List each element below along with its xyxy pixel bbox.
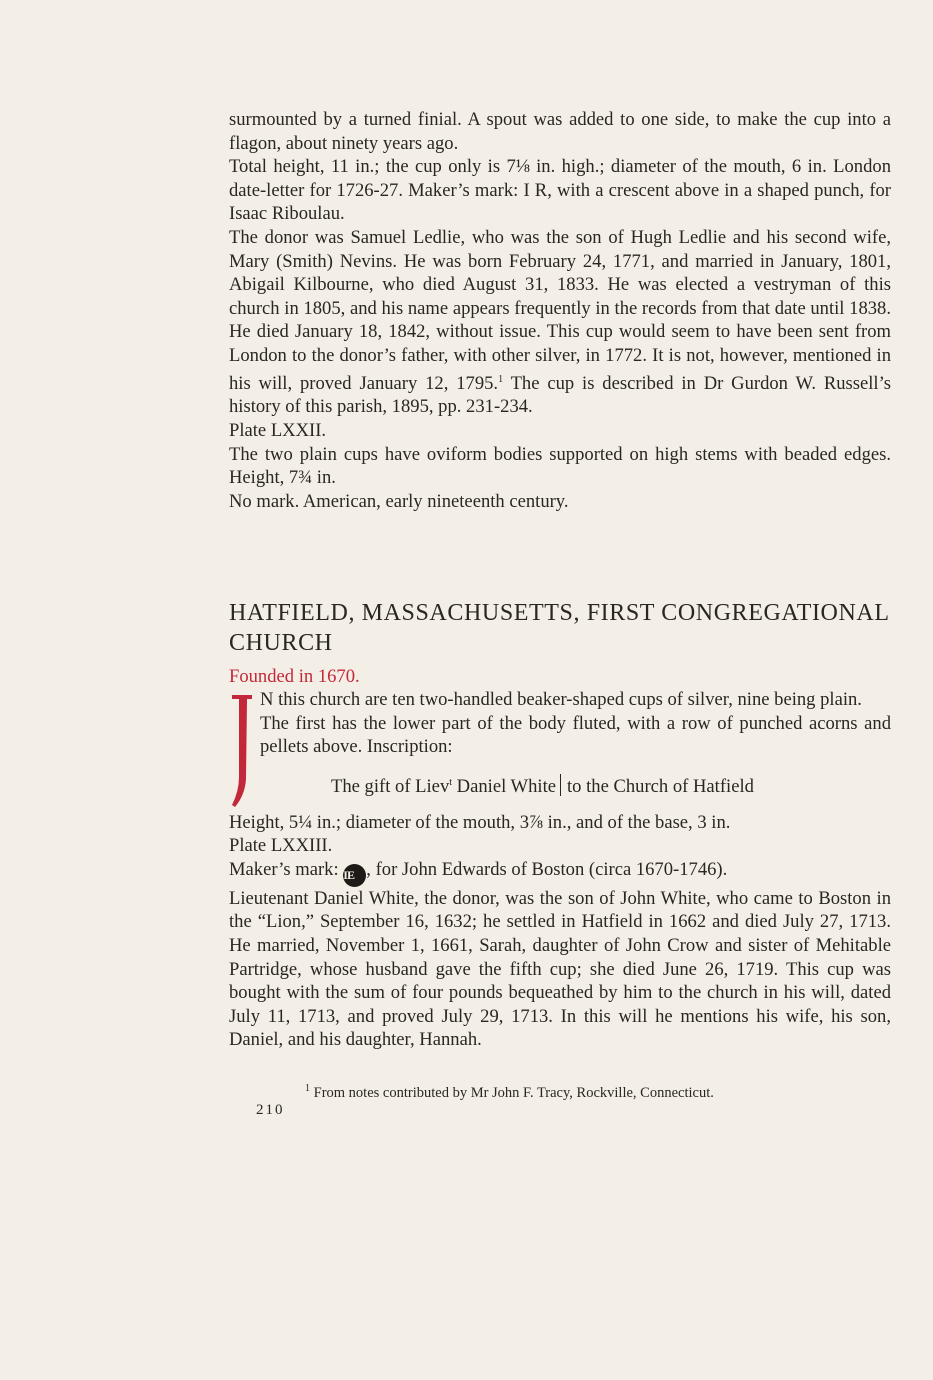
paragraph-lieutenant: Lieutenant Daniel White, the donor, was the son of John White, who came to Boston in the “Lion,” September 16, 1632; he settled in Hatfield in 1662 and died July 27, 1713. He married, November 1, 1661, Sarah, daughter of John Crow and sister of Mehitable Partridge, whose husband gave the fifth cup; she died June 26, 1719. This cup was bought with the sum of four pounds bequeathed by him to the church in his will, dated July 11, 1713, and proved July 29, 1713. In this will he mentions his wife, his son, Daniel, and his daughter, Hannah. — [229, 887, 891, 1051]
makers-mark-label: Maker’s mark: — [229, 858, 344, 880]
drop-cap-letter — [229, 691, 257, 809]
paragraph-plain-cups: The two plain cups have oviform bodies supported on high stems with beaded edges. Height, 7¾ in. — [229, 443, 891, 489]
paragraph-finial: surmounted by a turned finial. A spout was added to one side, to make the cup into a flagon, about ninety years ago. — [229, 109, 891, 154]
donor-text: The donor was Samuel Ledlie, who was the son of Hugh Ledlie and his second wife, Mary (Smith) Nevins. He was born February 24, 1771, and married in January, 1801, Abigail Kilbourne, who died August 31, 1833. He was elected a vestryman of this church in 1805, and his name appears frequently in the records from that date until 1838. He died January 18, 1842, without issue. This cup would seem to have been sent from London to the donor’s father, with other silver, in 1772. It is not, however, mentioned in his will, proved January 12, 1795. — [229, 226, 891, 394]
footnote-mark: 1 — [305, 1083, 310, 1094]
inscription-part-a: The gift of Liev — [331, 775, 450, 797]
paragraph-no-mark: No mark. American, early nineteenth century. — [229, 490, 569, 512]
donor-text-tail: The cup is described in Dr Gurdon W. Russell’s history of this parish, 1895, pp. 231-234. — [229, 372, 891, 418]
section-heading: HATFIELD, MASSACHUSETTS, FIRST CONGREGATIONAL CHURCH — [229, 600, 889, 656]
footnote — [305, 1080, 714, 1102]
section-continued-text — [229, 108, 891, 513]
section-hatfield — [229, 688, 891, 1052]
paragraph-dimensions: Total height, 11 in.; the cup only is 7⅛ in. high.; diameter of the mouth, 6 in. London date-letter for 1726-27. Maker’s mark: I R, with a crescent above in a shaped punch, for Isaac Riboulau. — [229, 156, 891, 225]
inscription-part-b: Daniel White — [452, 775, 556, 797]
page-number: 210 — [256, 1102, 285, 1118]
line-divider — [560, 774, 561, 796]
makers-mark-icon: IE — [343, 864, 366, 887]
plate-reference-2: Plate LXXIII. — [229, 835, 333, 857]
paragraph-donor — [229, 226, 891, 419]
paragraph-makers-mark — [229, 858, 891, 887]
plate-reference: Plate LXXII. — [229, 419, 327, 441]
inscription-part-c: to the Church of Hatfield — [567, 775, 754, 797]
paragraph-height: Height, 5¼ in.; diameter of the mouth, 3⅞ in., and of the base, 3 in. — [229, 811, 731, 833]
footnote-text: From notes contributed by Mr John F. Tracy, Rockville, Connecticut. — [310, 1084, 714, 1101]
inscription-superscript: t — [449, 776, 453, 788]
founded-date: Founded in 1670. — [229, 666, 360, 687]
footnote-reference: 1 — [498, 373, 504, 385]
inscription — [331, 771, 891, 799]
paragraph-first-cup: The first has the lower part of the body fluted, with a row of punched acorns and pellets above. Inscription: — [260, 712, 891, 758]
makers-mark-text: , for John Edwards of Boston (circa 1670-1746). — [366, 858, 728, 880]
paragraph-intro: N this church are ten two-handled beaker-shaped cups of silver, nine being plain. — [260, 689, 862, 710]
